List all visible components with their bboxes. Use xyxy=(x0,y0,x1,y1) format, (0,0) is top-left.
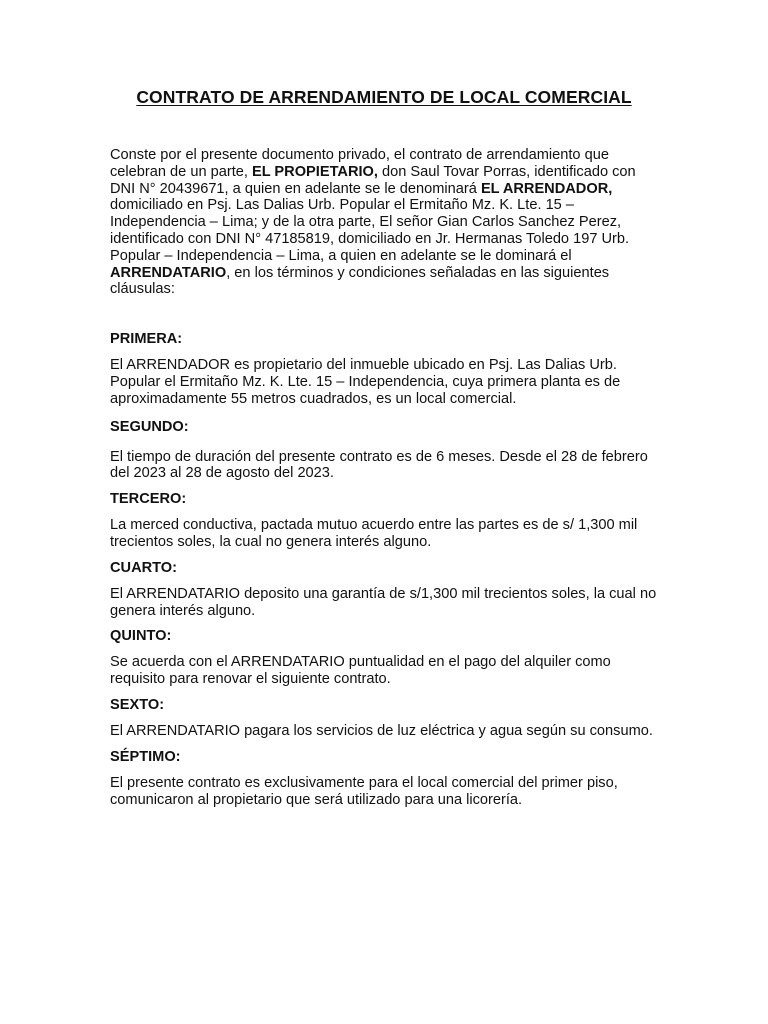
clause-heading: SEGUNDO: xyxy=(110,418,189,435)
clause-heading: PRIMERA: xyxy=(110,331,183,348)
intro-text-4: , en los términos y condiciones señaladas en las siguientes cláusulas: xyxy=(110,264,610,298)
clause-cuarto xyxy=(110,560,658,620)
clause-body: El ARRENDATARIO deposito una garantía de s/1,300 mil trecientos soles, la cual no genera interés alguno. xyxy=(110,585,657,619)
contract-page xyxy=(110,87,658,808)
clause-heading: SEXTO: xyxy=(110,696,165,713)
clause-body: Se acuerda con el ARRENDATARIO puntualidad en el pago del alquiler como requisito para renovar el siguiente contrato. xyxy=(110,654,611,688)
clause-heading: TERCERO: xyxy=(110,491,187,508)
clause-heading: SÉPTIMO: xyxy=(110,748,181,765)
intro-paragraph xyxy=(110,147,658,298)
intro-bold-arrendatario: ARRENDATARIO xyxy=(110,264,227,281)
clause-segundo xyxy=(110,419,658,483)
clause-body: El tiempo de duración del presente contrato es de 6 meses. Desde el 28 de febrero del 2023 al 28 de agosto del 2023. xyxy=(110,448,648,482)
intro-bold-propietario: EL PROPIETARIO, xyxy=(251,163,378,180)
clause-body: La merced conductiva, pactada mutuo acuerdo entre las partes es de s/ 1,300 mil trecientos soles, la cual no genera interés alguno. xyxy=(110,517,638,550)
clause-body: El ARRENDATARIO pagara los servicios de luz eléctrica y agua según su consumo. xyxy=(110,722,653,739)
clause-body: El presente contrato es exclusivamente para el local comercial del primer piso, comunicaron al propietario que será utilizado para una licorería. xyxy=(110,774,618,808)
clause-quinto xyxy=(110,628,658,688)
clause-heading: CUARTO: xyxy=(110,559,178,576)
clause-septimo xyxy=(110,749,658,809)
clause-primera xyxy=(110,331,658,407)
clause-sexto xyxy=(110,697,658,740)
intro-bold-arrendador: EL ARRENDADOR, xyxy=(480,180,613,197)
clause-tercero xyxy=(110,491,658,551)
intro-text-2: don Saul Tovar Porras, identificado con DNI N° 20439671, a quien en adelante se le denominará xyxy=(110,163,636,197)
clause-heading: QUINTO: xyxy=(110,628,172,645)
document-title: CONTRATO DE ARRENDAMIENTO DE LOCAL COMERCIAL xyxy=(136,87,632,107)
intro-text-1: Conste por el presente documento privado, el contrato de arrendamiento que celebran de un parte, xyxy=(110,147,609,180)
clause-body: El ARRENDADOR es propietario del inmueble ubicado en Psj. Las Dalias Urb. Popular el Ermitaño Mz. K. Lte. 15 – Independencia, cuya primera planta es de aproximadamente 55 metros cuadrados, es un local comercial. xyxy=(110,357,621,407)
intro-text-3: domiciliado en Psj. Las Dalias Urb. Popular el Ermitaño Mz. K. Lte. 15 – Independencia – Lima; y de la otra parte, El señor Gian Carlos Sanchez Perez, identificado con DNI N° 47185819, domiciliado en Jr. Hermanas Toledo 197 Urb. Popular – Independencia – Lima, a quien en adelante se le dominará el xyxy=(110,197,630,264)
